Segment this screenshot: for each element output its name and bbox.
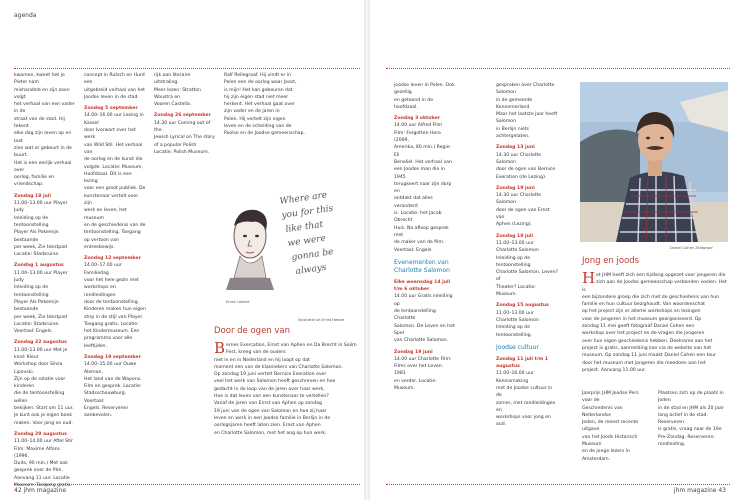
article-line: oorlogsjaren heeft laten zien. Ernst van Aphen: [214, 423, 321, 429]
agenda-text-line: elke dag zijn leven op en laat: [14, 131, 72, 144]
article-line: is gratis, vraag naar de 10e: [658, 427, 722, 433]
agenda-text-line: strip in de stijl van Player.: [84, 314, 144, 320]
article-headline-right: Jong en joods: [582, 256, 640, 266]
agenda-text-line: Polen een de oorlog waar Joost,: [224, 80, 297, 86]
article-line: 19 juni van de ogen van Salomon en hoe zij haar: [214, 408, 327, 414]
agenda-text-line: bekijken. Start om 11 uur.: [14, 406, 74, 412]
agenda-text-line: concept in Rutsch en Hurd een: [84, 73, 145, 86]
agenda-text-line: 14.00 uur Alfred Film: [394, 123, 443, 129]
agenda-text-line: Zijn op de rotatie voor kinderen: [14, 376, 66, 390]
handwriting-text: [279, 190, 334, 277]
agenda-text-line: 11.00–13.00 uur Met je kind: Kleur: [14, 347, 68, 360]
agenda-text-line: ontdekt dat alles veranderd: [394, 196, 433, 209]
svg-text:we were: we were: [287, 233, 327, 249]
agenda-text-line: Jewish Lyrical on The story: [154, 135, 215, 141]
agenda-text-line: Film: Maxime Alfons (1996,: [14, 446, 61, 459]
agenda-text-line: of a popular Polish: [154, 142, 197, 148]
agenda-text-line: op vertoon van entreebewijs.: [84, 237, 119, 250]
article-headline: Door de ogen van: [214, 326, 291, 336]
top-divider: [14, 68, 360, 69]
article-body: [214, 339, 360, 454]
bottom-divider: [14, 484, 360, 485]
agenda-text-line: volgde. Locatie: Museum,: [84, 164, 143, 170]
agenda-text-line: workshops voor jong en oud.: [496, 415, 551, 428]
article-line: Vanaf de jaren van Ernst van Aphen op zondag: [214, 401, 322, 407]
article-line: en de jonge lezers in Amsterdam.: [582, 449, 630, 462]
agenda-text-line: zomer, met rondleidingen en: [496, 400, 556, 413]
agenda-text-line: terugkeert naar zijn dorp en: [394, 181, 452, 195]
agenda-date-heading: Zondag 13 juni: [496, 145, 535, 151]
agenda-text-line: Inleiding op de tentoonstelling.: [496, 325, 533, 338]
article-line: Joden, de meest recente uitgave: [582, 420, 639, 433]
agenda-text-line: gesproken over Charlotte Salomon: [496, 83, 555, 96]
agenda-text-line: Films over het Leven. 1981: [394, 364, 444, 377]
article-line: project is gratis, aanmelding kan via de website van het: [582, 345, 712, 351]
agenda-text-line: 11.00–14.00 uur Aftel Stir: [14, 439, 73, 445]
illustration-credit: Illustratie uit Ernst Hebbe: [298, 318, 344, 322]
svg-text:like that: like that: [285, 219, 324, 235]
agenda-date-heading: Zondag 18 juli: [14, 193, 52, 199]
agenda-text-line: de oorlog en de kunst die: [84, 157, 143, 163]
portrait-photo: [580, 82, 728, 242]
agenda-text-line: kunstenaar vertelt over zijn: [84, 193, 139, 207]
agenda-text-line: 14.00 uur Charlotte Film:: [394, 356, 452, 362]
agenda-text-line: leven en de scheiding van de: [224, 124, 292, 130]
svg-text:always: always: [295, 262, 328, 277]
article-line: Geschiedenis van Nederlandse: [582, 405, 623, 418]
agenda-text-line: hij zijn eigen stad niet meer: [224, 94, 289, 100]
agenda-text-line: Inleiding op de tentoonstelling: [14, 215, 49, 228]
agenda-text-line: programma voor alle leeftijden.: [84, 336, 133, 349]
agenda-text-line: Inleiding op de tentoonstelling: [14, 285, 49, 298]
photo-caption: Daniel Cohen Zeldgraaf: [670, 246, 713, 250]
agenda-text-line: Je kunt ook je eigen boek: [14, 413, 72, 419]
agenda-text-line: 14.00 uur Gratis inleiding op: [394, 294, 453, 307]
agenda-text-line: en verder. Locatie: Museum.: [394, 378, 437, 391]
article-line: leven en werk in een Joodse familie in Berlijn in de: [214, 415, 331, 421]
notice-column-1: [582, 390, 650, 462]
agenda-date-heading: Zondag 11 juli t/m 1 augustus: [496, 356, 549, 370]
agenda-date-heading: Zondag 3 oktober: [394, 116, 441, 122]
agenda-text-line: het Kindermuseum. Een: [84, 329, 140, 335]
drop-cap: B: [214, 339, 226, 357]
right-page: [370, 0, 734, 500]
agenda-text-line: 14.00–16.00 uur Lezing in Kassel: [84, 113, 144, 126]
agenda-text-line: 14.30 uur Charlotte Salomon: [496, 152, 542, 165]
agenda-text-line: door de ogen van Bernice: [496, 167, 556, 173]
agenda-text-line: Kinderen maken hun eigen: [84, 307, 146, 313]
agenda-text-line: Locatie: Stadsruine. Voertaal: Engels.: [14, 321, 60, 335]
article-line: van het Joods Historisch Museum: [582, 434, 638, 448]
agenda-text-line: rijk aan literaire uitstraling.: [154, 73, 191, 86]
agenda-text-line: Player Als Pokemijn bestaande: [14, 230, 59, 243]
agenda-text-line: is. Locatie: het Jacob Obrecht: [394, 211, 442, 224]
agenda-text-line: herkent. Het verhaal gaat over: [224, 102, 295, 108]
agenda-text-line: werk en leven, het museum: [84, 208, 127, 221]
agenda-text-line: 14.00–17.00 uur Familiedag: [84, 263, 122, 276]
agenda-text-line: Stadsschouwburg. Voertaal:: [84, 391, 127, 404]
article-line: een bijzondere groep die zich met de geschiedenis van hun: [582, 294, 720, 300]
agenda-text-line: het verhaal van een vader in de: [14, 102, 75, 115]
agenda-text-line: Het is een eerlijk verhaal over: [14, 160, 72, 173]
agenda-text-line: per week, Zie tekstpad: [14, 244, 67, 250]
agenda-date-heading: Zondag 18 juli: [496, 233, 534, 239]
agenda-date-heading: Zondag 12 september: [84, 256, 141, 262]
agenda-text-line: Player Als Pokemijn bestaande: [14, 299, 59, 313]
agenda-text-line: Benoliel. Het verhaal van: [394, 159, 452, 165]
agenda-text-line: de tentoonstelling Charlotte: [394, 309, 436, 322]
agenda-text-line: door de tentoonstelling.: [84, 299, 140, 305]
svg-text:gonna be: gonna be: [291, 247, 335, 263]
agenda-column-3: [154, 72, 216, 162]
agenda-text-line: 11.00–13.00 uur Player Judy: [14, 270, 68, 284]
article-line: familie en hun cultuur bezighoudt. Van woordenschat: [582, 302, 705, 308]
agenda-text-line: Aanvang 11 uur. Locatie: [14, 475, 70, 481]
agenda-text-line: van Charlotte Salomon.: [394, 338, 449, 344]
svg-text:Where are: Where are: [279, 190, 328, 207]
page-footer-left: 42 jhm magazine: [14, 487, 67, 494]
illustration-caption: Ernst Colbert: [226, 300, 250, 304]
agenda-text-line: tentoonstelling. Toegang: [84, 230, 141, 236]
article-line: niet in en in Nederland en hij loopt op dat: [214, 357, 310, 363]
notice-column-2: [658, 390, 730, 448]
agenda-text-line: Ralf Rellegraaf. Hij vindt er in: [224, 73, 292, 78]
svg-text:you for this: you for this: [281, 203, 334, 221]
agenda-text-line: workshops en rondleidingen: [84, 285, 116, 298]
top-divider-right: [386, 68, 730, 69]
agenda-text-line: Charlotte Salomon. Leven? of: [496, 270, 558, 283]
article-line: op het project zijn er allerlei workshops en lezingen: [582, 309, 701, 315]
article-line: Het JHM heeft zich een tijdlang opgezet voor jongeren die: [582, 269, 726, 287]
agenda-text-line: Vooren Castella.: [154, 102, 192, 108]
agenda-text-line: joodse leven in Polen. Ook gezellig: [394, 83, 455, 96]
page-footer-right: jhm magazine 43: [673, 487, 726, 494]
article-line: zich aan de Joodse gemeenschap verbonden voelen. Het is: [582, 280, 727, 293]
agenda-column-4: [224, 72, 354, 162]
agenda-date-heading: Zondag 26 september: [154, 113, 211, 119]
agenda-date-heading: Zondag 29 augustus: [14, 431, 67, 437]
agenda-text-line: in Berlijn niets achtergelaten.: [496, 126, 530, 140]
agenda-text-line: Workshop door Silvia Lipovski.: [14, 362, 63, 375]
section-tag: agenda: [14, 12, 37, 19]
agenda-text-line: Salomon. De Leven en het Spel: [394, 323, 455, 336]
article-line: B ernes Exercation, Ernst van Aphen en Da Brecht in Salim Fest, kreeg van de ouders: [214, 339, 357, 357]
agenda-text-line: 14.30 uur Charlotte Salomon: [496, 193, 542, 206]
agenda-text-line: uitgebreid verhaal van het: [84, 87, 145, 93]
agenda-date-heading: Zondag 15 augustus: [496, 303, 549, 309]
agenda-column-1: [14, 72, 76, 489]
article-line: zondag 11 mei geeft fotograaf Daniel Cohen een: [582, 324, 695, 330]
agenda-text-line: een Joodse man die in 1945: [394, 167, 445, 180]
agenda-section-heading: Evenementen van Charlotte Salomon: [394, 258, 450, 274]
article-line: veel het werk van Salomon heeft geschreven en hoe: [214, 379, 336, 385]
agenda-text-line: zien wat er gebeurt in de buurt.: [14, 145, 72, 159]
article-line: Op zondag 19 juni vertelt Bernice Exeration over: [214, 372, 327, 378]
agenda-text-line: met de Joodse cultuur in de: [496, 385, 553, 399]
bottom-divider-right: [386, 484, 730, 485]
agenda-text-line: Museum. Toegang gratis.: [14, 483, 72, 489]
agenda-text-line: en de geschiedenis van de: [84, 222, 146, 228]
agenda-text-line: Engels. Reserveren aanbevolen.: [84, 406, 129, 419]
agenda-text-line: Exeration (de Lezing).: [496, 174, 547, 180]
article-line: Plaatsen zich op de plaats in Joden: [658, 391, 724, 404]
agenda-text-line: die de tentoonstelling willen: [14, 391, 65, 404]
agenda-date-heading: Zondag 5 september: [84, 106, 138, 112]
article-line: door het museum met jongeren die meedoen aan het: [582, 360, 706, 366]
agenda-text-line: 11.00–13.00 uur Player Judy: [14, 201, 68, 214]
agenda-text-line: van Wild Stil. Het verhaal van: [84, 142, 143, 155]
agenda-date-heading: Elke woensdag 14 juli t/m 6 oktober: [394, 279, 451, 293]
article-line: over hun eigen geschiedenis hebben. Deelname aan het: [582, 338, 713, 344]
agenda-text-line: in de gemeente Kennemerland.: [496, 97, 533, 110]
agenda-text-line: Charlotte Salomon: [496, 317, 539, 323]
agenda-text-line: voor het hele gezin met: [84, 278, 139, 284]
agenda-text-line: 11.00–16.00 uur Kennismaking: [496, 371, 534, 384]
drop-cap: H: [582, 269, 596, 287]
agenda-text-line: Polen. Hij vertelt zijn eigen: [224, 116, 286, 122]
agenda-date-heading: Zondag 19 juni: [496, 185, 535, 191]
agenda-column-6: [496, 82, 558, 476]
agenda-text-line: Theater? Locatie: Museum.: [496, 284, 536, 298]
agenda-text-line: Hoofdzaal. Dit is een lezing: [84, 171, 132, 185]
agenda-text-line: straat van de stad. Hij tekent: [14, 116, 65, 130]
agenda-text-line: 14.30 uur Coming out of the: [154, 120, 211, 134]
agenda-date-heading: Zondag 1 augustus: [14, 263, 64, 269]
agenda-text-line: Inleiding op de tentoonstelling: [496, 255, 531, 268]
article-line: gedacht in de loop van de jaren over haar werk.: [214, 386, 325, 392]
article-line: Pre-Zondag. Reserveren: rondleiding.: [658, 434, 715, 448]
article-line: moment een van de klassiekers van Charlotte Salomon.: [214, 364, 343, 370]
agenda-date-heading: Zondag 22 augustus: [14, 340, 67, 346]
agenda-text-line: Voertaal: Engels.: [394, 247, 433, 253]
agenda-text-line: door Ivorwart over het werk: [84, 128, 136, 141]
agenda-text-line: maken. Voor jong en oud.: [14, 420, 73, 426]
agenda-text-line: en getoond in de hoofdzaal.: [394, 97, 434, 110]
article-line: museum. Op zondag 11 juni maakt Daniel Cohen een tour: [582, 353, 716, 359]
agenda-text-line: Film: Forgotten Hero (2009,: [394, 130, 441, 144]
agenda-column-5: [394, 82, 456, 476]
article-line: en Charlotte Salomon, met het oog op hun werk.: [214, 430, 327, 436]
article-line: Hoe is dat leven van een kunstenaar te vertellen?: [214, 394, 329, 400]
agenda-text-line: per week, Zie tekstpad: [14, 314, 67, 320]
agenda-text-line: Maar het laatste jaar heeft Salomon: [496, 112, 558, 125]
agenda-section-heading: Joodse cultuur: [496, 343, 539, 351]
article-line: lang actief in de stad. Reserveren: [658, 412, 708, 426]
agenda-text-line: Huis. Na afloop gesprek met: [394, 225, 449, 238]
agenda-text-line: Duits, 90 min.) Met ook: [14, 461, 68, 467]
agenda-text-line: voor een groot publiek. De: [84, 186, 146, 192]
agenda-text-line: Aphen (Lezing).: [496, 222, 533, 228]
article-line: in de stad en JHM als 20 jaar: [658, 405, 724, 411]
agenda-text-line: Locatie: Polish Museum.: [154, 149, 210, 155]
agenda-text-line: Het land van de Wapens.: [84, 376, 142, 382]
agenda-text-line: is mijn! Het kan gebeuren dat: [224, 87, 293, 93]
agenda-text-line: Meer lezen: Stratton Woustra en: [154, 87, 201, 100]
agenda-text-line: Poolse en de Joodse gemeenschap.: [224, 131, 305, 137]
agenda-text-line: Amerika, 80 min.) Regie: Eli: [394, 145, 451, 158]
agenda-text-line: 11.00–13.00 uur: [496, 310, 534, 316]
agenda-text-line: mishandeld en zijn zoon volgt: [14, 87, 70, 100]
agenda-date-heading: Zondag 19 september: [84, 354, 141, 360]
left-page: [0, 0, 364, 500]
agenda-text-line: oorlog, familie en vriendschap.: [14, 175, 55, 188]
agenda-text-line: gesprek over de film.: [14, 468, 63, 474]
agenda-text-line: 14.00–15.00 uur Ouwe Aleman,: [84, 362, 137, 375]
agenda-text-line: 11.00–13.00 uur: [496, 240, 534, 246]
agenda-text-line: de maker van de film.: [394, 240, 445, 246]
agenda-column-2: [84, 72, 146, 476]
article-line: project. Aanvang 11.00 uur.: [582, 367, 646, 373]
agenda-text-line: Toegang gratis. Locatie:: [84, 321, 139, 327]
agenda-text-line: Charlotte Salomon: [496, 248, 539, 254]
article-body-right: [582, 269, 730, 373]
agenda-text-line: Locatie: Stadsruine.: [14, 252, 60, 258]
article-line: Jaarprijs JHM Joodse Pers voor de: [582, 391, 639, 404]
agenda-text-line: zijn vader en de jaren in: [224, 109, 280, 115]
portrait-illustration: [208, 160, 358, 310]
agenda-text-line: kwamen, kweet het je Pieter nam: [14, 73, 65, 86]
agenda-text-line: door de ogen van Ernst van: [496, 207, 550, 221]
agenda-text-line: Film en gesprek. Locatie:: [84, 384, 142, 390]
agenda-date-heading: Zondag 19 juni: [394, 349, 433, 355]
article-line: workshop over het project en de vragen die jongeren: [582, 331, 705, 337]
article-line: voor de jongeren in het museum georganiseerd. Op: [582, 316, 702, 322]
agenda-text-line: Joodse leven in de stad.: [84, 94, 139, 100]
